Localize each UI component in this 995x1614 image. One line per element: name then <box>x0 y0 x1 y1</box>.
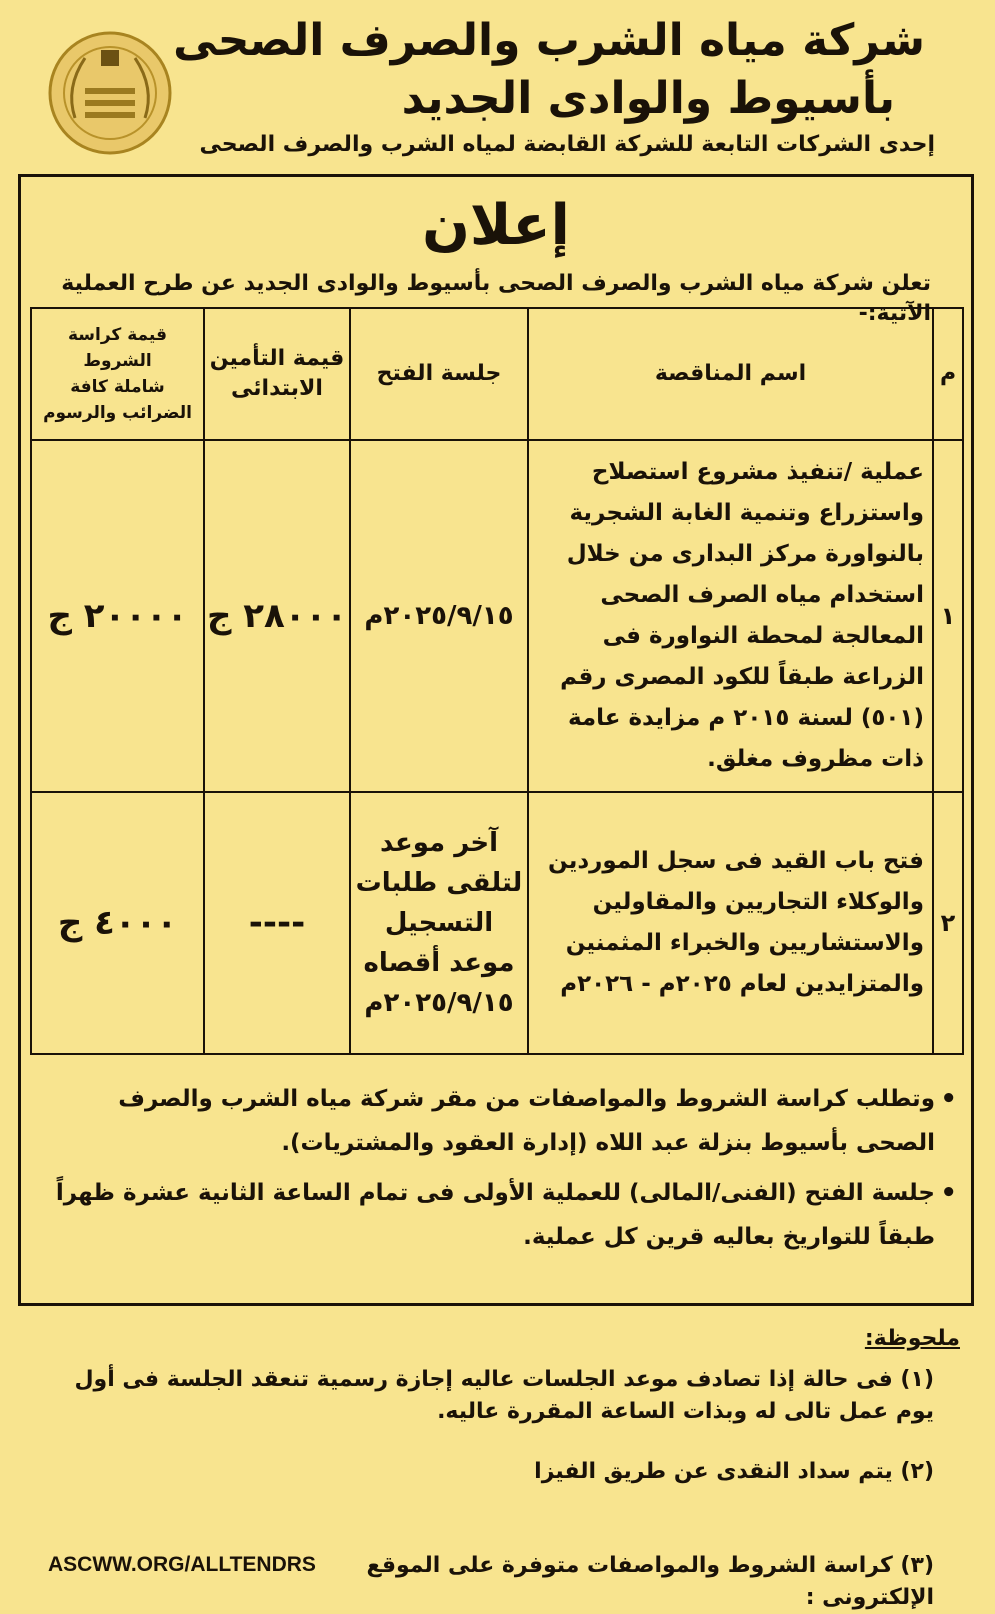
registration-deadline-label: آخر موعد لتلقى طلبات التسجيل موعد أقصاه <box>355 828 523 978</box>
table-row <box>31 792 963 1054</box>
header-opening-session: جلسة الفتح <box>350 308 528 440</box>
insurance-value: ---- <box>204 792 350 1054</box>
announcement-intro: تعلن شركة مياه الشرب والصرف الصحى بأسيوط والوادى الجديد عن طرح العملية الآتية:- <box>61 271 931 326</box>
company-region: بأسيوط والوادى الجديد <box>401 73 895 124</box>
table-row <box>31 440 963 792</box>
header-insurance-line2: الابتدائى <box>231 376 323 401</box>
notes-heading: ملحوظة: <box>864 1326 960 1351</box>
header <box>0 0 995 175</box>
insurance-value: ٢٨٠٠٠ ج <box>204 440 350 792</box>
company-affiliation: إحدى الشركات التابعة للشركة القابضة لمياه الشرب والصرف الصحى <box>199 132 935 157</box>
header-no: م <box>933 308 963 440</box>
table-header-row <box>31 308 963 440</box>
registration-deadline-date: ٢٠٢٥/٩/١٥م <box>364 988 514 1018</box>
website-link[interactable]: ASCWW.ORG/ALLTENDRS <box>48 1553 316 1576</box>
notes-section <box>18 1306 974 1610</box>
header-booklet-line1: قيمة كراسة الشروط <box>67 325 167 371</box>
booklet-price: ٢٠٠٠٠ ج <box>31 440 204 792</box>
header-insurance-line1: قيمة التأمين <box>209 346 345 371</box>
header-insurance <box>204 308 350 440</box>
booklet-price: ٤٠٠٠ ج <box>31 792 204 1054</box>
note-item: (١) فى حالة إذا تصادف موعد الجلسات عاليه إجازة رسمية تنعقد الجلسة فى أول يوم عمل تالى له وبذات الساعة المقررة عاليه. <box>74 1367 934 1424</box>
header-tender-name: اسم المناقصة <box>528 308 933 440</box>
bullet-item: • جلسة الفتح (الفنى/المالى) للعملية الأولى فى تمام الساعة الثانية عشرة ظهراً طبقاً للتواريخ بعاليه قرين كل عملية. <box>37 1171 957 1259</box>
opening-session <box>350 792 528 1054</box>
bullet-item: • وتطلب كراسة الشروط والمواصفات من مقر شركة مياه الشرب والصرف الصحى بأسيوط بنزلة عبد اللاه (إدارة العقود والمشتريات). <box>37 1077 957 1165</box>
header-booklet-price <box>31 308 204 440</box>
note-item: (٣) كراسة الشروط والمواصفات متوفرة على الموقع الإلكترونى : <box>366 1553 934 1610</box>
bullet-list <box>37 1077 957 1265</box>
announcement-frame <box>18 174 974 1306</box>
tenders-table <box>30 307 964 1055</box>
row-number: ٢ <box>933 792 963 1054</box>
header-booklet-line2: شاملة كافة الضرائب والرسوم <box>43 377 192 423</box>
row-number: ١ <box>933 440 963 792</box>
note-item: (٢) يتم سداد النقدى عن طريق الفيزا <box>534 1459 934 1484</box>
company-name: شركة مياه الشرب والصرف الصحى <box>173 15 925 66</box>
announcement-title: إعلان <box>422 193 570 258</box>
tender-name: عملية /تنفيذ مشروع استصلاح واستزراع وتنمية الغابة الشجرية بالنواورة مركز البدارى من خلال استخدام مياه الصرف الصحى المعالجة لمحطة النواورة فى الزراعة طبقاً للكود المصرى رقم (٥٠١) لسنة ٢٠١٥ م مزايدة عامة ذات مظروف مغلق. <box>528 440 933 792</box>
opening-session: ٢٠٢٥/٩/١٥م <box>350 440 528 792</box>
tender-name: فتح باب القيد فى سجل الموردين والوكلاء التجاريين والمقاولين والاستشاريين والخبراء المثمنين والمتزايدين لعام ٢٠٢٥م - ٢٠٢٦م <box>528 792 933 1054</box>
